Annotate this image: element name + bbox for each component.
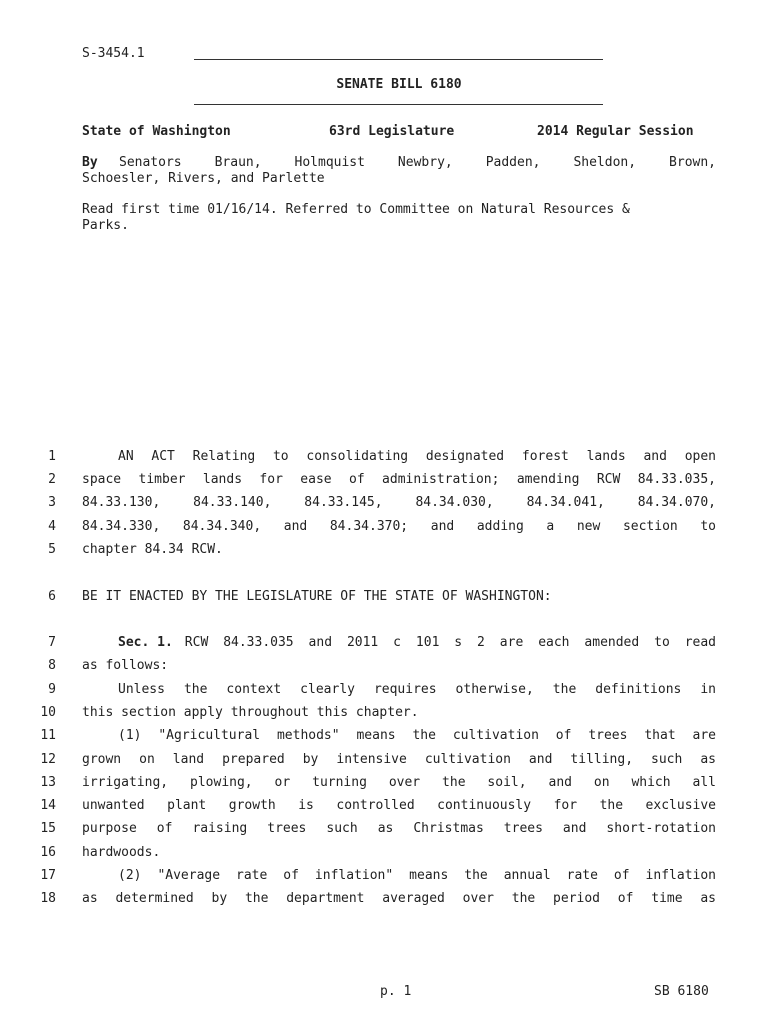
line-number: 6 xyxy=(48,589,56,604)
line-number: 7 xyxy=(48,635,56,650)
bill-title: SENATE BILL 6180 xyxy=(336,77,462,92)
line-number: 5 xyxy=(48,542,56,557)
line-text: as follows: xyxy=(82,658,169,673)
line-text: AN ACT Relating to consolidating designated forest lands and open xyxy=(118,449,716,464)
line-text: (2) "Average rate of inflation" means the annual rate of inflation xyxy=(118,868,716,883)
sponsors-line-2: Schoesler, Rivers, and Parlette xyxy=(82,171,325,186)
by-label: By xyxy=(82,155,98,170)
header-rule-bottom xyxy=(194,104,603,105)
line-number: 1 xyxy=(48,449,56,464)
line-number: 11 xyxy=(40,728,56,743)
line-number: 8 xyxy=(48,658,56,673)
line-text: Unless the context clearly requires otherwise, the definitions in xyxy=(118,682,716,697)
line-text: space timber lands for ease of administration; amending RCW 84.33.035, xyxy=(82,472,716,487)
page-number: p. 1 xyxy=(380,984,412,999)
line-number: 9 xyxy=(48,682,56,697)
line-number: 2 xyxy=(48,472,56,487)
line-text: hardwoods. xyxy=(82,845,161,860)
footer-bill-ref: SB 6180 xyxy=(654,984,709,999)
line-text: purpose of raising trees such as Christmas trees and short-rotation xyxy=(82,821,716,836)
line-text: this section apply throughout this chapter. xyxy=(82,705,419,720)
line-text: as determined by the department averaged over the period of time as xyxy=(82,891,716,906)
line-text: RCW 84.33.035 and 2011 c 101 s 2 are each amended to read xyxy=(184,635,716,650)
legislature: 63rd Legislature xyxy=(329,124,455,139)
line-number: 14 xyxy=(40,798,56,813)
line-text: unwanted plant growth is controlled continuously for the exclusive xyxy=(82,798,716,813)
line-text: grown on land prepared by intensive cultivation and tilling, such as xyxy=(82,752,716,767)
session: 2014 Regular Session xyxy=(537,124,694,139)
line-text: 84.34.330, 84.34.340, and 84.34.370; and adding a new section to xyxy=(82,519,716,534)
line-number: 16 xyxy=(40,845,56,860)
read-first-line-2: Parks. xyxy=(82,218,129,233)
line-number: 4 xyxy=(48,519,56,534)
read-first-line-1: Read first time 01/16/14. Referred to Committee on Natural Resources & xyxy=(82,202,630,217)
sponsors-text-1: Senators Braun, Holmquist Newbry, Padden, Sheldon, Brown, xyxy=(119,155,716,170)
line-number: 17 xyxy=(40,868,56,883)
section-heading-line xyxy=(82,635,716,650)
line-number: 10 xyxy=(40,705,56,720)
line-text: irrigating, plowing, or turning over the soil, and on which all xyxy=(82,775,716,790)
state-name: State of Washington xyxy=(82,124,231,139)
line-number: 13 xyxy=(40,775,56,790)
line-number: 12 xyxy=(40,752,56,767)
line-number: 18 xyxy=(40,891,56,906)
section-label: Sec. 1. xyxy=(118,635,173,650)
line-text: 84.33.130, 84.33.140, 84.33.145, 84.34.030, 84.34.041, 84.34.070, xyxy=(82,495,716,510)
sponsors-line-1 xyxy=(82,155,716,170)
line-text: (1) "Agricultural methods" means the cultivation of trees that are xyxy=(118,728,716,743)
line-number: 3 xyxy=(48,495,56,510)
draft-id: S-3454.1 xyxy=(82,46,145,61)
enacting-clause: BE IT ENACTED BY THE LEGISLATURE OF THE STATE OF WASHINGTON: xyxy=(82,589,552,604)
header-rule-top xyxy=(194,59,603,60)
line-number: 15 xyxy=(40,821,56,836)
line-text: chapter 84.34 RCW. xyxy=(82,542,223,557)
